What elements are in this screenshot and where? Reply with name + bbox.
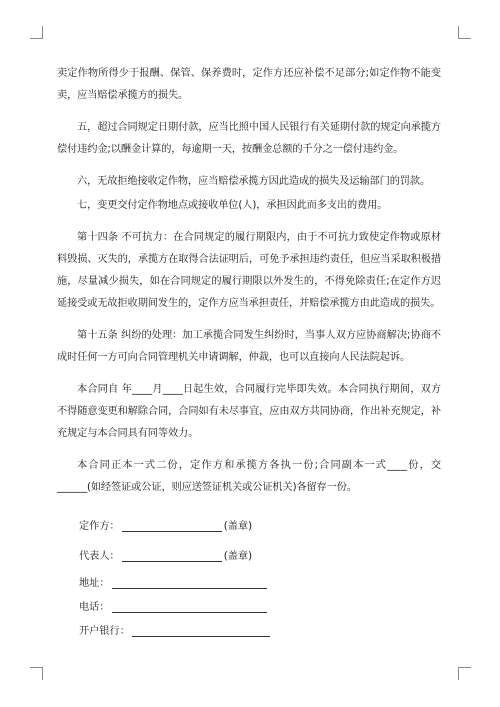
crop-mark-bottom-right	[458, 667, 471, 680]
representative-seal: (盖章)	[223, 551, 253, 562]
representative-label: 代表人：	[79, 551, 120, 562]
address-label: 地址：	[79, 578, 110, 589]
signature-bank	[79, 622, 272, 637]
signature-phone	[79, 598, 269, 613]
party-a-label: 定作方：	[79, 521, 120, 532]
paragraph-article-15: 第十五条 纠纷的处理：加工承揽合同发生纠纷时，当事人双方应协商解决;协商不成时任何一方可向合同管理机关申请调解，仲裁，也可以直接向人民法院起诉。	[57, 330, 441, 363]
phone-line[interactable]	[112, 600, 267, 613]
representative-signature-line[interactable]	[122, 549, 222, 562]
phone-label: 电话：	[79, 602, 110, 613]
paragraph-continuation: 卖定作物所得少于报酬、保管、保养费时，定作方还应补偿不足部分;如定作物不能变卖，应当赔偿承揽方的损失。	[57, 68, 441, 101]
crop-mark-top-left	[30, 26, 43, 39]
bank-label: 开户银行：	[79, 626, 130, 637]
signature-address	[79, 574, 269, 589]
party-a-seal: (盖章)	[223, 521, 253, 532]
paragraph-article-14: 第十四条 不可抗力：在合同规定的履行期限内，由于不可抗力致使定作物或原材料毁损、灭失的，承揽方在取得合法证明后，可免予承担违约责任，但应当采取积极措施，尽量减少损失，如在合同规定的履行期限以外发生的，不得免除责任;在定作方迟延接受或无故拒收期间发生的，定作方应当承担责任，并赔偿承揽方由此造成的损失。	[57, 232, 441, 309]
paragraph-effective-date: 本合同自 年____月____日起生效，合同履行完毕即失效。本合同执行期间，双方不得随意变更和解除合同，合同如有未尽事宜，应由双方共同协商，作出补充规定，补充规定与本合同具有同等效力。	[57, 384, 441, 439]
crop-mark-top-right	[458, 26, 471, 39]
paragraph-clause-6: 六，无故拒绝接收定作物，应当赔偿承揽方因此造成的损失及运输部门的罚款。	[77, 176, 431, 187]
signature-representative	[79, 547, 252, 562]
document-body	[57, 63, 441, 509]
bank-line[interactable]	[132, 624, 270, 637]
signature-party-a	[79, 517, 252, 532]
paragraph-clause-7: 七，变更交付定作物地点或接收单位(人)，承担因此而多支出的费用。	[77, 200, 388, 211]
party-a-signature-line[interactable]	[122, 519, 222, 532]
paragraph-clause-5: 五，超过合同规定日期付款，应当比照中国人民银行有关延期付款的规定向承揽方偿付违约金;以酬金计算的，每逾期一天，按酬金总额的千分之一偿付违约金。	[57, 122, 441, 155]
paragraph-copies: 本合同正本一式二份，定作方和承揽方各执一份;合同副本一式____份，交______(如经签证或公证，则应送签证机关或公证机关)各留存一份。	[57, 460, 441, 493]
crop-mark-bottom-left	[30, 667, 43, 680]
address-line[interactable]	[112, 576, 267, 589]
